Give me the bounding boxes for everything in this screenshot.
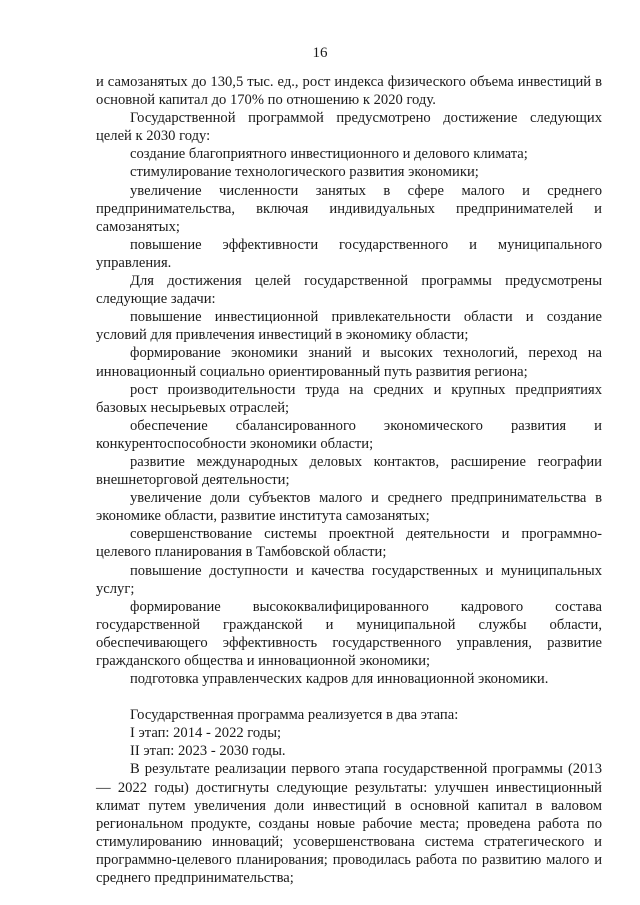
paragraph-spacer (96, 688, 602, 706)
paragraph: Государственной программой предусмотрено достижение следующих целей к 2030 году: (96, 110, 602, 145)
paragraph: повышение инвестиционной привлекательности области и создание условий для привлечения инвестиций в экономику области; (96, 309, 602, 344)
paragraph: и самозанятых до 130,5 тыс. ед., рост индекса физического объема инвестиций в основной капитал до 170% по отношению к 2020 году. (96, 74, 602, 109)
paragraph: совершенствование системы проектной деятельности и программно-целевого планирования в Тамбовской области; (96, 526, 602, 561)
paragraph: рост производительности труда на средних и крупных предприятиях базовых несырьевых отраслей; (96, 381, 602, 416)
paragraph: создание благоприятного инвестиционного и делового климата; (130, 146, 528, 163)
paragraph: увеличение численности занятых в сфере малого и среднего предпринимательства, включая индивидуальных предпринимателей и самозанятых; (96, 182, 602, 235)
paragraph: обеспечение сбалансированного экономического развития и конкурентоспособности экономики области; (96, 417, 602, 452)
paragraph: В результате реализации первого этапа государственной программы (2013 — 2022 годы) достигнуты следующие результаты: улучшен инвестиционный климат путем увеличения доли инвестиций в основной капитал в валовом региональном продукте, созданы новые рабочие места; проведена работа по стимулированию инноваций; усовершенствована система стратегического и программно-целевого планирования; проводилась работа по развитию малого и среднего предпринимательства; (96, 761, 602, 887)
paragraph: Государственная программа реализуется в два этапа: (130, 707, 459, 724)
paragraph: формирование высококвалифицированного кадрового состава государственной гражданской и муниципальной службы области, обеспечивающего эффективность государственного управления, развитие гражданского общества и инновационной экономики; (96, 598, 602, 669)
paragraph: формирование экономики знаний и высоких технологий, переход на инновационный социально ориентированный путь развития региона; (96, 345, 602, 380)
paragraph: II этап: 2023 - 2030 годы. (130, 743, 286, 760)
paragraph: повышение доступности и качества государственных и муниципальных услуг; (96, 562, 602, 597)
paragraph: I этап: 2014 - 2022 годы; (130, 725, 282, 742)
paragraph: стимулирование технологического развития экономики; (130, 164, 479, 181)
paragraph: повышение эффективности государственного и муниципального управления. (96, 236, 602, 271)
paragraph: развитие международных деловых контактов, расширение географии внешнеторговой деятельности; (96, 453, 602, 489)
page-number: 16 (312, 45, 328, 61)
paragraph: подготовка управленческих кадров для инновационной экономики. (130, 671, 549, 688)
paragraph: Для достижения целей государственной программы предусмотрены следующие задачи: (96, 273, 602, 308)
document-body (96, 73, 602, 887)
paragraph: увеличение доли субъектов малого и среднего предпринимательства в экономике области, развитие института самозанятых; (96, 490, 602, 525)
